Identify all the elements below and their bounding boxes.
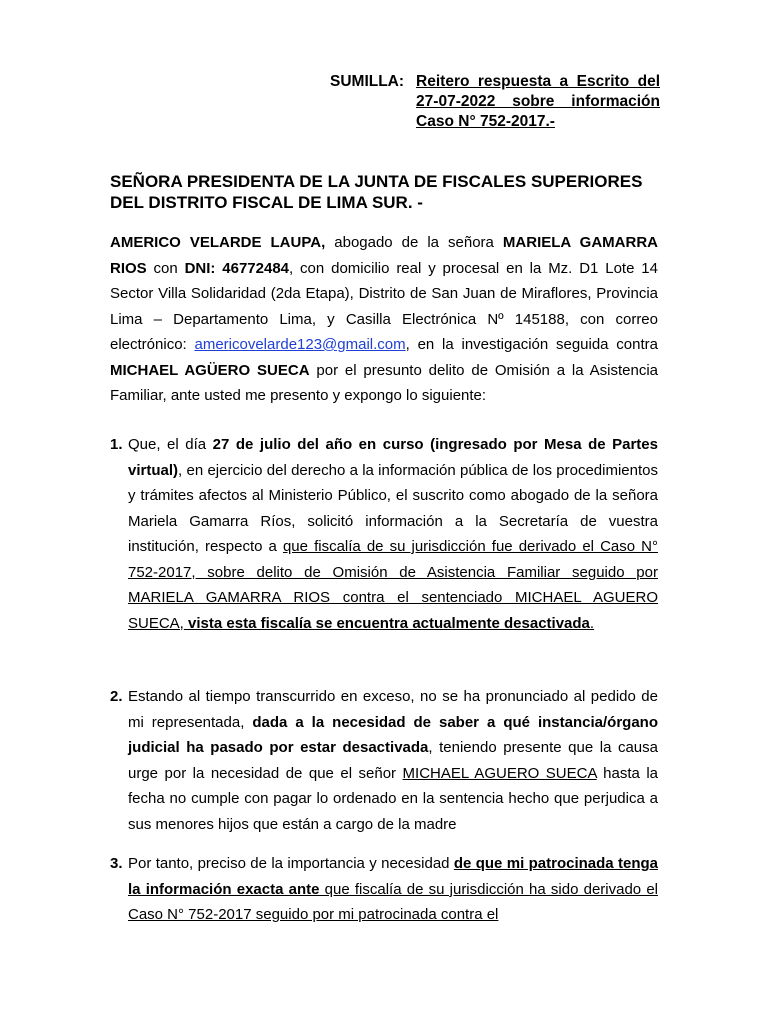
item-number: 1. — [110, 436, 123, 453]
intro-text: , en la investigación seguida contra — [405, 336, 658, 353]
email-link[interactable]: americovelarde123@gmail.com — [194, 336, 406, 353]
sumilla-text: Reitero respuesta a Escrito del 27-07-2022 sobre información Caso N° 752-2017.- — [416, 73, 660, 130]
item-body — [128, 684, 658, 837]
dni-number: DNI: 46772484 — [184, 259, 290, 277]
item-number: 3. — [110, 855, 123, 872]
intro-text: abogado de la señora — [325, 234, 503, 251]
item-bold-underlined-text: de que mi patrocinada tenga la información exacta ante — [128, 855, 658, 898]
item-underlined-text: que fiscalía de su jurisdicción ha sido derivado el Caso N° 752-2017 seguido por mi patrocinada contra el — [128, 880, 658, 923]
list-item — [110, 432, 658, 636]
intro-text: , con domicilio real y procesal en la Mz. D1 Lote 14 Sector Villa Solidaridad (2da Etapa), Distrito de San Juan de Miraflores, Provincia Lima – Departamento Lima, y Casilla Electrónica Nº 145188, con correo electrónico: — [110, 259, 658, 353]
item-text: , en ejercicio del derecho a la información pública de los procedimientos y trámites afectos al Ministerio Público, el suscrito como abogado de la señora Mariela Gamarra Ríos, solicitó información a la Secretaría de vuestra institución, respecto a — [128, 461, 658, 555]
item-body — [128, 851, 658, 928]
item-body — [128, 432, 658, 636]
sumilla-block — [330, 72, 660, 132]
item-underlined-text: que fiscalía de su jurisdicción fue derivado el Caso N° 752-2017, sobre delito de Omisión de Asistencia Familiar seguido por MARIELA GAMARRA RIOS contra el sentenciado MICHAEL AGUERO SUECA, — [128, 538, 658, 632]
list-item — [110, 684, 658, 837]
item-bold-underlined-text: vista esta fiscalía se encuentra actualmente desactivada — [183, 614, 590, 632]
addressee-heading: SEÑORA PRESIDENTA DE LA JUNTA DE FISCALES SUPERIORES DEL DISTRITO FISCAL DE LIMA SUR. - — [110, 172, 643, 212]
item-bold-text: dada a la necesidad de saber a qué instancia/órgano judicial ha pasado por estar desactivada — [128, 713, 658, 756]
list-item — [110, 851, 658, 928]
item-text: Que, el día — [128, 436, 213, 453]
item-text: Estando al tiempo transcurrido en exceso, no se ha pronunciado al pedido de mi representada, — [128, 688, 658, 731]
intro-text: por el presunto delito de Omisión a la Asistencia Familiar, ante usted me presento y expongo lo siguiente: — [110, 361, 658, 404]
intro-paragraph — [110, 230, 658, 409]
item-text: hasta la fecha no cumple con pagar lo ordenado en la sentencia hecho que perjudica a sus menores hijos que están a cargo de la madre — [128, 764, 658, 833]
item-text: , teniendo presente que la causa urge por la necesidad de que el señor — [128, 739, 658, 782]
item-underlined-text: MICHAEL AGUERO SUECA — [402, 764, 597, 782]
item-text: Por tanto, preciso de la importancia y necesidad — [128, 855, 454, 872]
accused-name: MICHAEL AGÜERO SUECA — [110, 361, 310, 379]
lawyer-name: AMERICO VELARDE LAUPA, — [110, 234, 326, 251]
item-underlined-text: . — [589, 614, 595, 632]
intro-text: con — [146, 259, 185, 277]
client-name: MARIELA GAMARRA RIOS — [110, 234, 659, 277]
item-bold-text: 27 de julio del año en curso (ingresado por Mesa de Partes virtual) — [128, 436, 658, 479]
sumilla-label: SUMILLA: — [330, 73, 405, 90]
item-number: 2. — [110, 688, 123, 705]
